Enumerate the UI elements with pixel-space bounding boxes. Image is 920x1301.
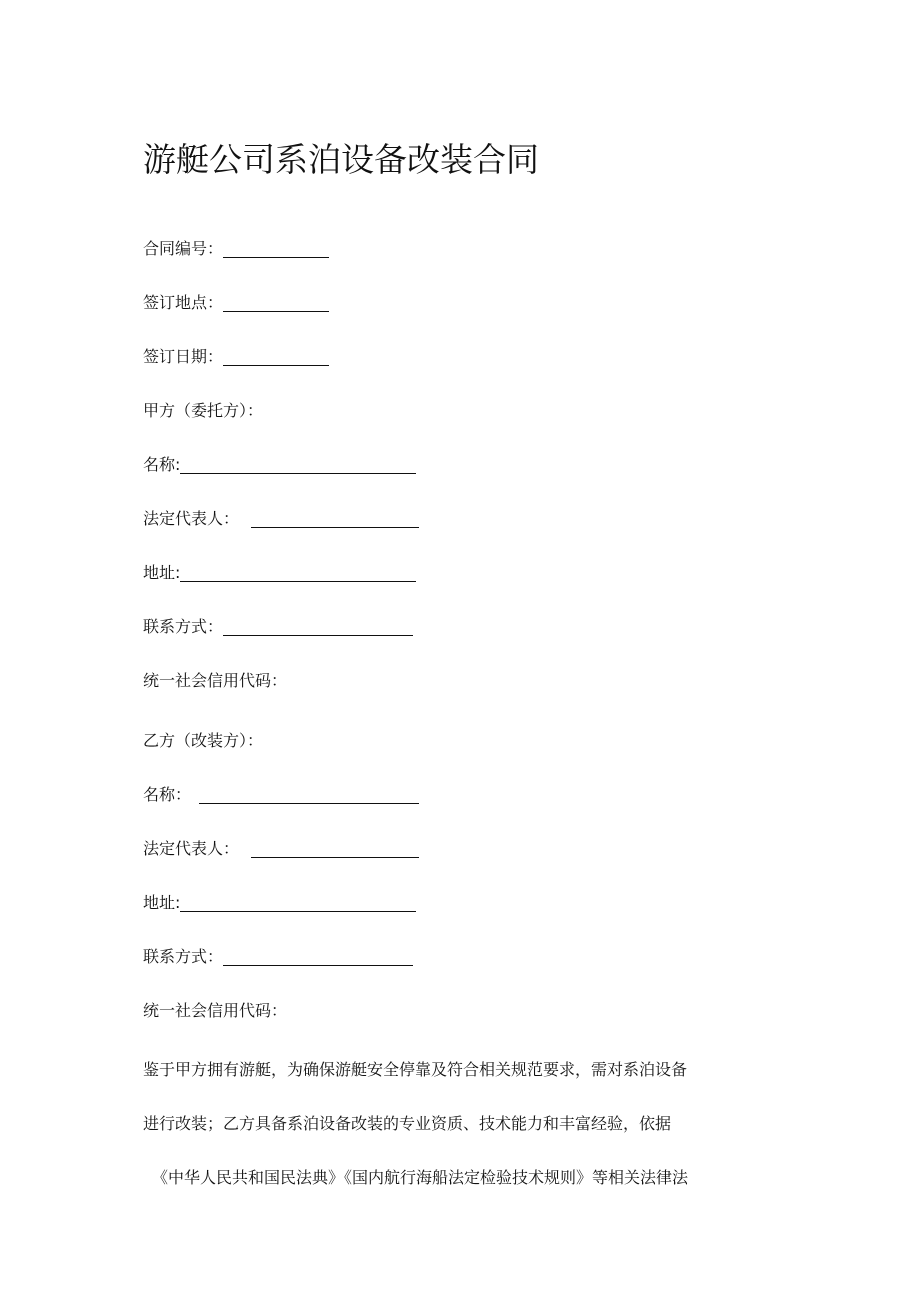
- party-b-heading-text: 乙方（改装方）：: [143, 731, 264, 750]
- party-b-name-blank[interactable]: [199, 785, 419, 804]
- party-b-rep-label: 法定代表人：: [143, 839, 240, 858]
- party-b-contact-label: 联系方式：: [143, 947, 224, 966]
- party-b-rep-field: [143, 837, 419, 861]
- party-a-contact-blank[interactable]: [223, 617, 413, 636]
- party-a-rep-field: [143, 507, 419, 531]
- party-b-heading: [143, 729, 263, 753]
- sign-date-label: 签订日期：: [143, 347, 224, 366]
- preamble-line-1: 鉴于甲方拥有游艇，为确保游艇安全停靠及符合相关规范要求，需对系泊设备: [143, 1060, 688, 1079]
- party-b-address-field: [143, 891, 416, 915]
- contract-number-label: 合同编号：: [143, 239, 224, 258]
- party-a-credit-code-field: [143, 669, 287, 693]
- party-a-address-label: 地址:: [143, 563, 181, 582]
- contract-number-blank[interactable]: [223, 239, 329, 258]
- sign-place-blank[interactable]: [223, 293, 329, 312]
- party-a-contact-label: 联系方式：: [143, 617, 224, 636]
- party-b-name-field: [143, 783, 419, 807]
- sign-place-field: [143, 291, 329, 315]
- party-b-contact-field: [143, 945, 413, 969]
- party-a-address-blank[interactable]: [180, 563, 416, 582]
- preamble-line-3: 《中华人民共和国民法典》《国内航行海船法定检验技术规则》等相关法律法: [152, 1168, 689, 1187]
- party-b-name-label: 名称：: [143, 785, 192, 804]
- party-a-contact-field: [143, 615, 413, 639]
- sign-place-label: 签订地点：: [143, 293, 224, 312]
- party-a-rep-label: 法定代表人：: [143, 509, 240, 528]
- party-b-address-blank[interactable]: [180, 893, 416, 912]
- party-a-name-label: 名称:: [143, 455, 181, 474]
- party-a-rep-blank[interactable]: [251, 509, 419, 528]
- party-b-rep-blank[interactable]: [251, 839, 419, 858]
- sign-date-blank[interactable]: [223, 347, 329, 366]
- party-b-contact-blank[interactable]: [223, 947, 413, 966]
- party-a-heading: [143, 399, 263, 423]
- party-b-credit-code-label: 统一社会信用代码：: [143, 1001, 288, 1020]
- preamble-line-2: 进行改装；乙方具备系泊设备改装的专业资质、技术能力和丰富经验，依据: [143, 1114, 672, 1133]
- party-a-heading-text: 甲方（委托方）：: [143, 401, 264, 420]
- party-a-name-field: [143, 453, 416, 477]
- party-a-name-blank[interactable]: [180, 455, 416, 474]
- party-b-credit-code-field: [143, 999, 287, 1023]
- contract-number-field: [143, 237, 329, 261]
- sign-date-field: [143, 345, 329, 369]
- document-title: 游艇公司系泊设备改装合同: [143, 140, 539, 179]
- party-b-address-label: 地址:: [143, 893, 181, 912]
- party-a-address-field: [143, 561, 416, 585]
- party-a-credit-code-label: 统一社会信用代码：: [143, 671, 288, 690]
